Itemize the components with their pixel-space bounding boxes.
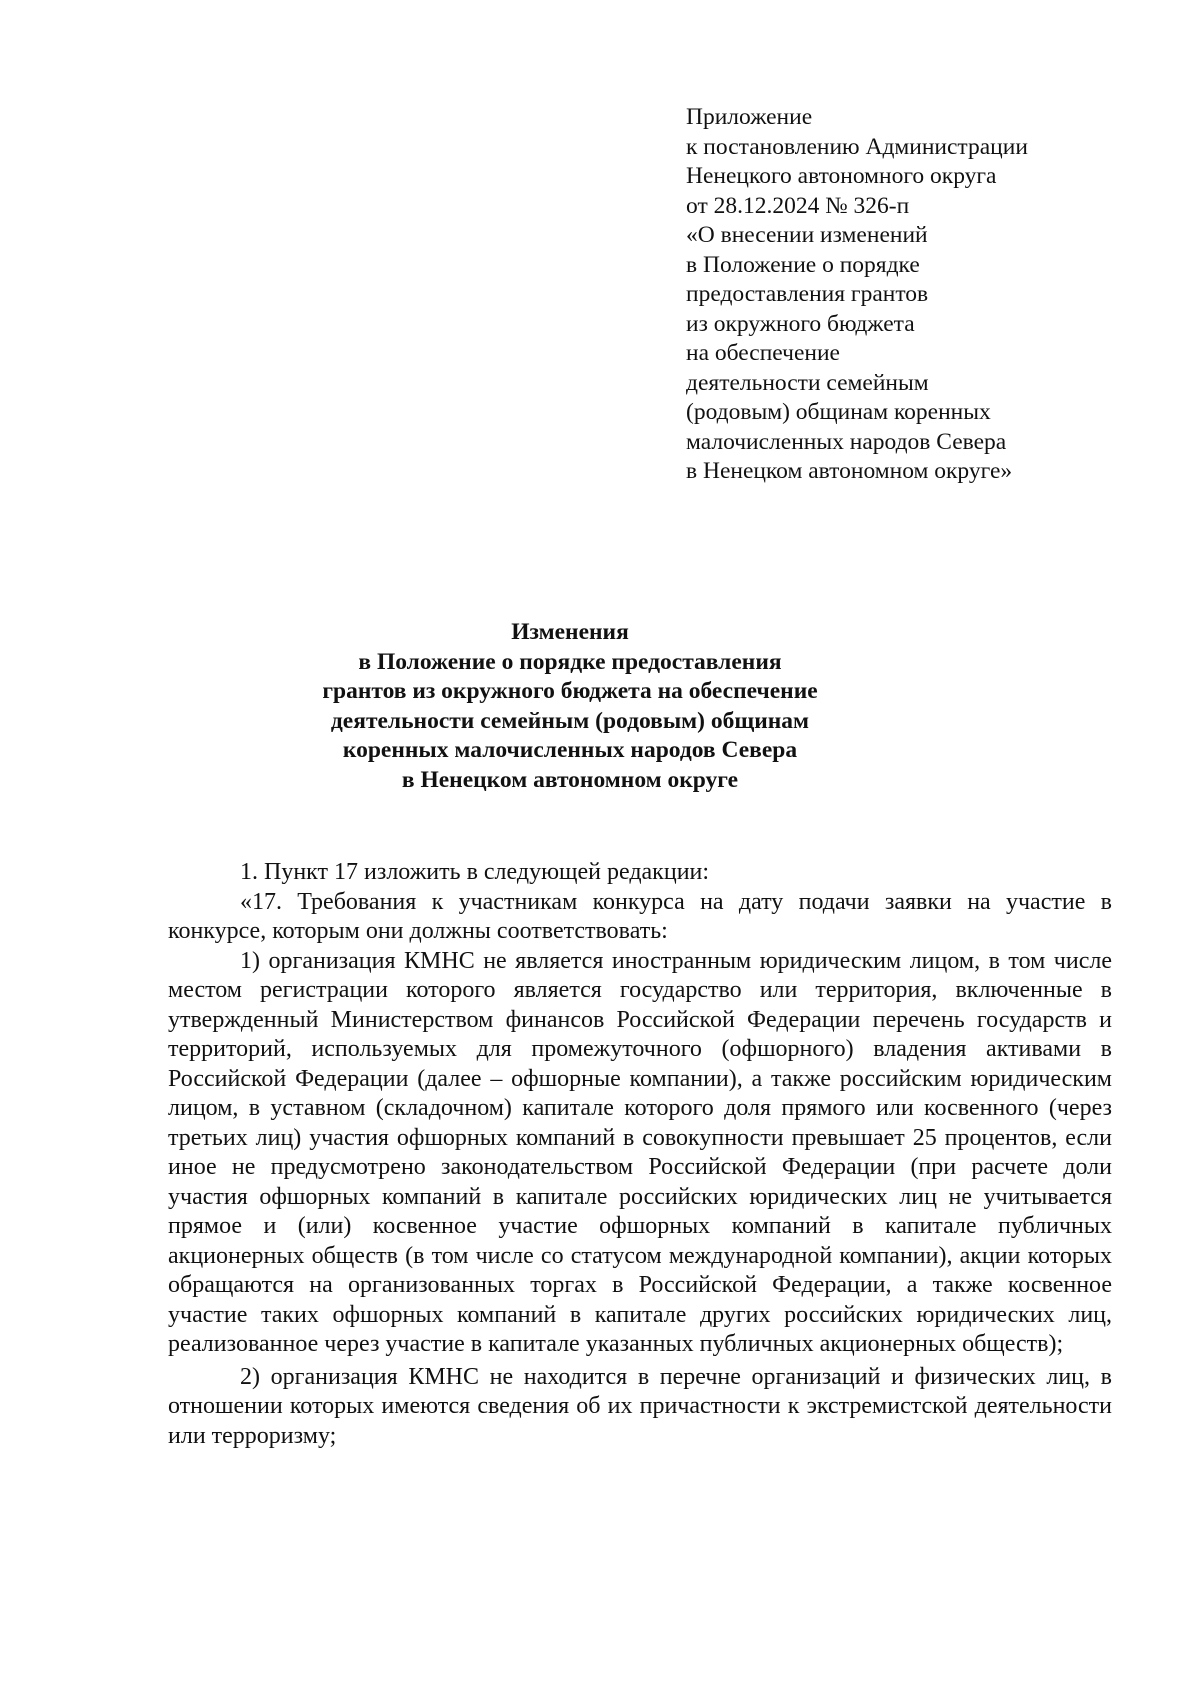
paragraph-item-1: 1. Пункт 17 изложить в следующей редакции:: [240, 859, 710, 885]
document-title: [140, 618, 1000, 795]
appendix-line: малочисленных народов Севера: [686, 428, 1007, 455]
appendix-line: в Положение о порядке: [686, 251, 920, 278]
paragraph-subitem-1: 1) организация КМНС не является иностранным юридическим лицом, в том числе местом регистрации которого является государство или территория, включенные в утвержденный Министерством финансов Российской Федерации перечень государств и территорий, используемых для промежуточного (офшорного) владения активами в Российской Федерации (далее – офшорные компании), а также российским юридическим лицом, в уставном (складочном) капитале которого доля прямого или косвенного (через третьих лиц) участия офшорных компаний в совокупности превышает 25 процентов, если иное не предусмотрено законодательством Российской Федерации (при расчете доли участия офшорных компаний в капитале российских юридических лиц не учитывается прямое и (или) косвенное участие офшорных компаний в капитале публичных акционерных обществ (в том числе со статусом международной компании), акции которых обращаются на организованных торгах в Российской Федерации, а также косвенное участие таких офшорных компаний в капитале других российских юридических лиц, реализованное через участие в капитале указанных публичных акционерных обществ);: [168, 947, 1112, 1357]
appendix-line: в Ненецком автономном округе»: [686, 458, 1013, 484]
appendix-line: к постановлению Администрации: [686, 133, 1028, 160]
title-line: в Ненецком автономном округе: [401, 766, 739, 793]
title-line: Изменения: [511, 619, 629, 645]
title-line: грантов из окружного бюджета на обеспечение: [322, 678, 818, 704]
appendix-line: на обеспечение: [686, 340, 840, 366]
title-line: деятельности семейным (родовым) общинам: [330, 707, 810, 734]
paragraph-subitem-2: 2) организация КМНС не находится в перечне организаций и физических лиц, в отношении которых имеются сведения об их причастности к экстремистской деятельности или терроризму;: [168, 1363, 1112, 1449]
document-body: [168, 858, 1112, 1451]
appendix-line: из окружного бюджета: [686, 310, 915, 337]
appendix-line: от 28.12.2024 № 326-п: [686, 192, 910, 219]
appendix-line: (родовым) общинам коренных: [686, 399, 991, 425]
appendix-line: предоставления грантов: [686, 281, 929, 307]
appendix-line: Ненецкого автономного округа: [686, 163, 997, 189]
title-line: в Положение о порядке предоставления: [358, 648, 782, 675]
appendix-header: [686, 103, 1166, 487]
appendix-line: Приложение: [686, 104, 813, 130]
appendix-line: деятельности семейным: [686, 369, 929, 396]
appendix-line: «О внесении изменений: [686, 222, 928, 248]
paragraph-item-17: «17. Требования к участникам конкурса на дату подачи заявки на участие в конкурсе, которым они должны соответствовать:: [168, 888, 1112, 944]
title-line: коренных малочисленных народов Севера: [342, 737, 798, 763]
